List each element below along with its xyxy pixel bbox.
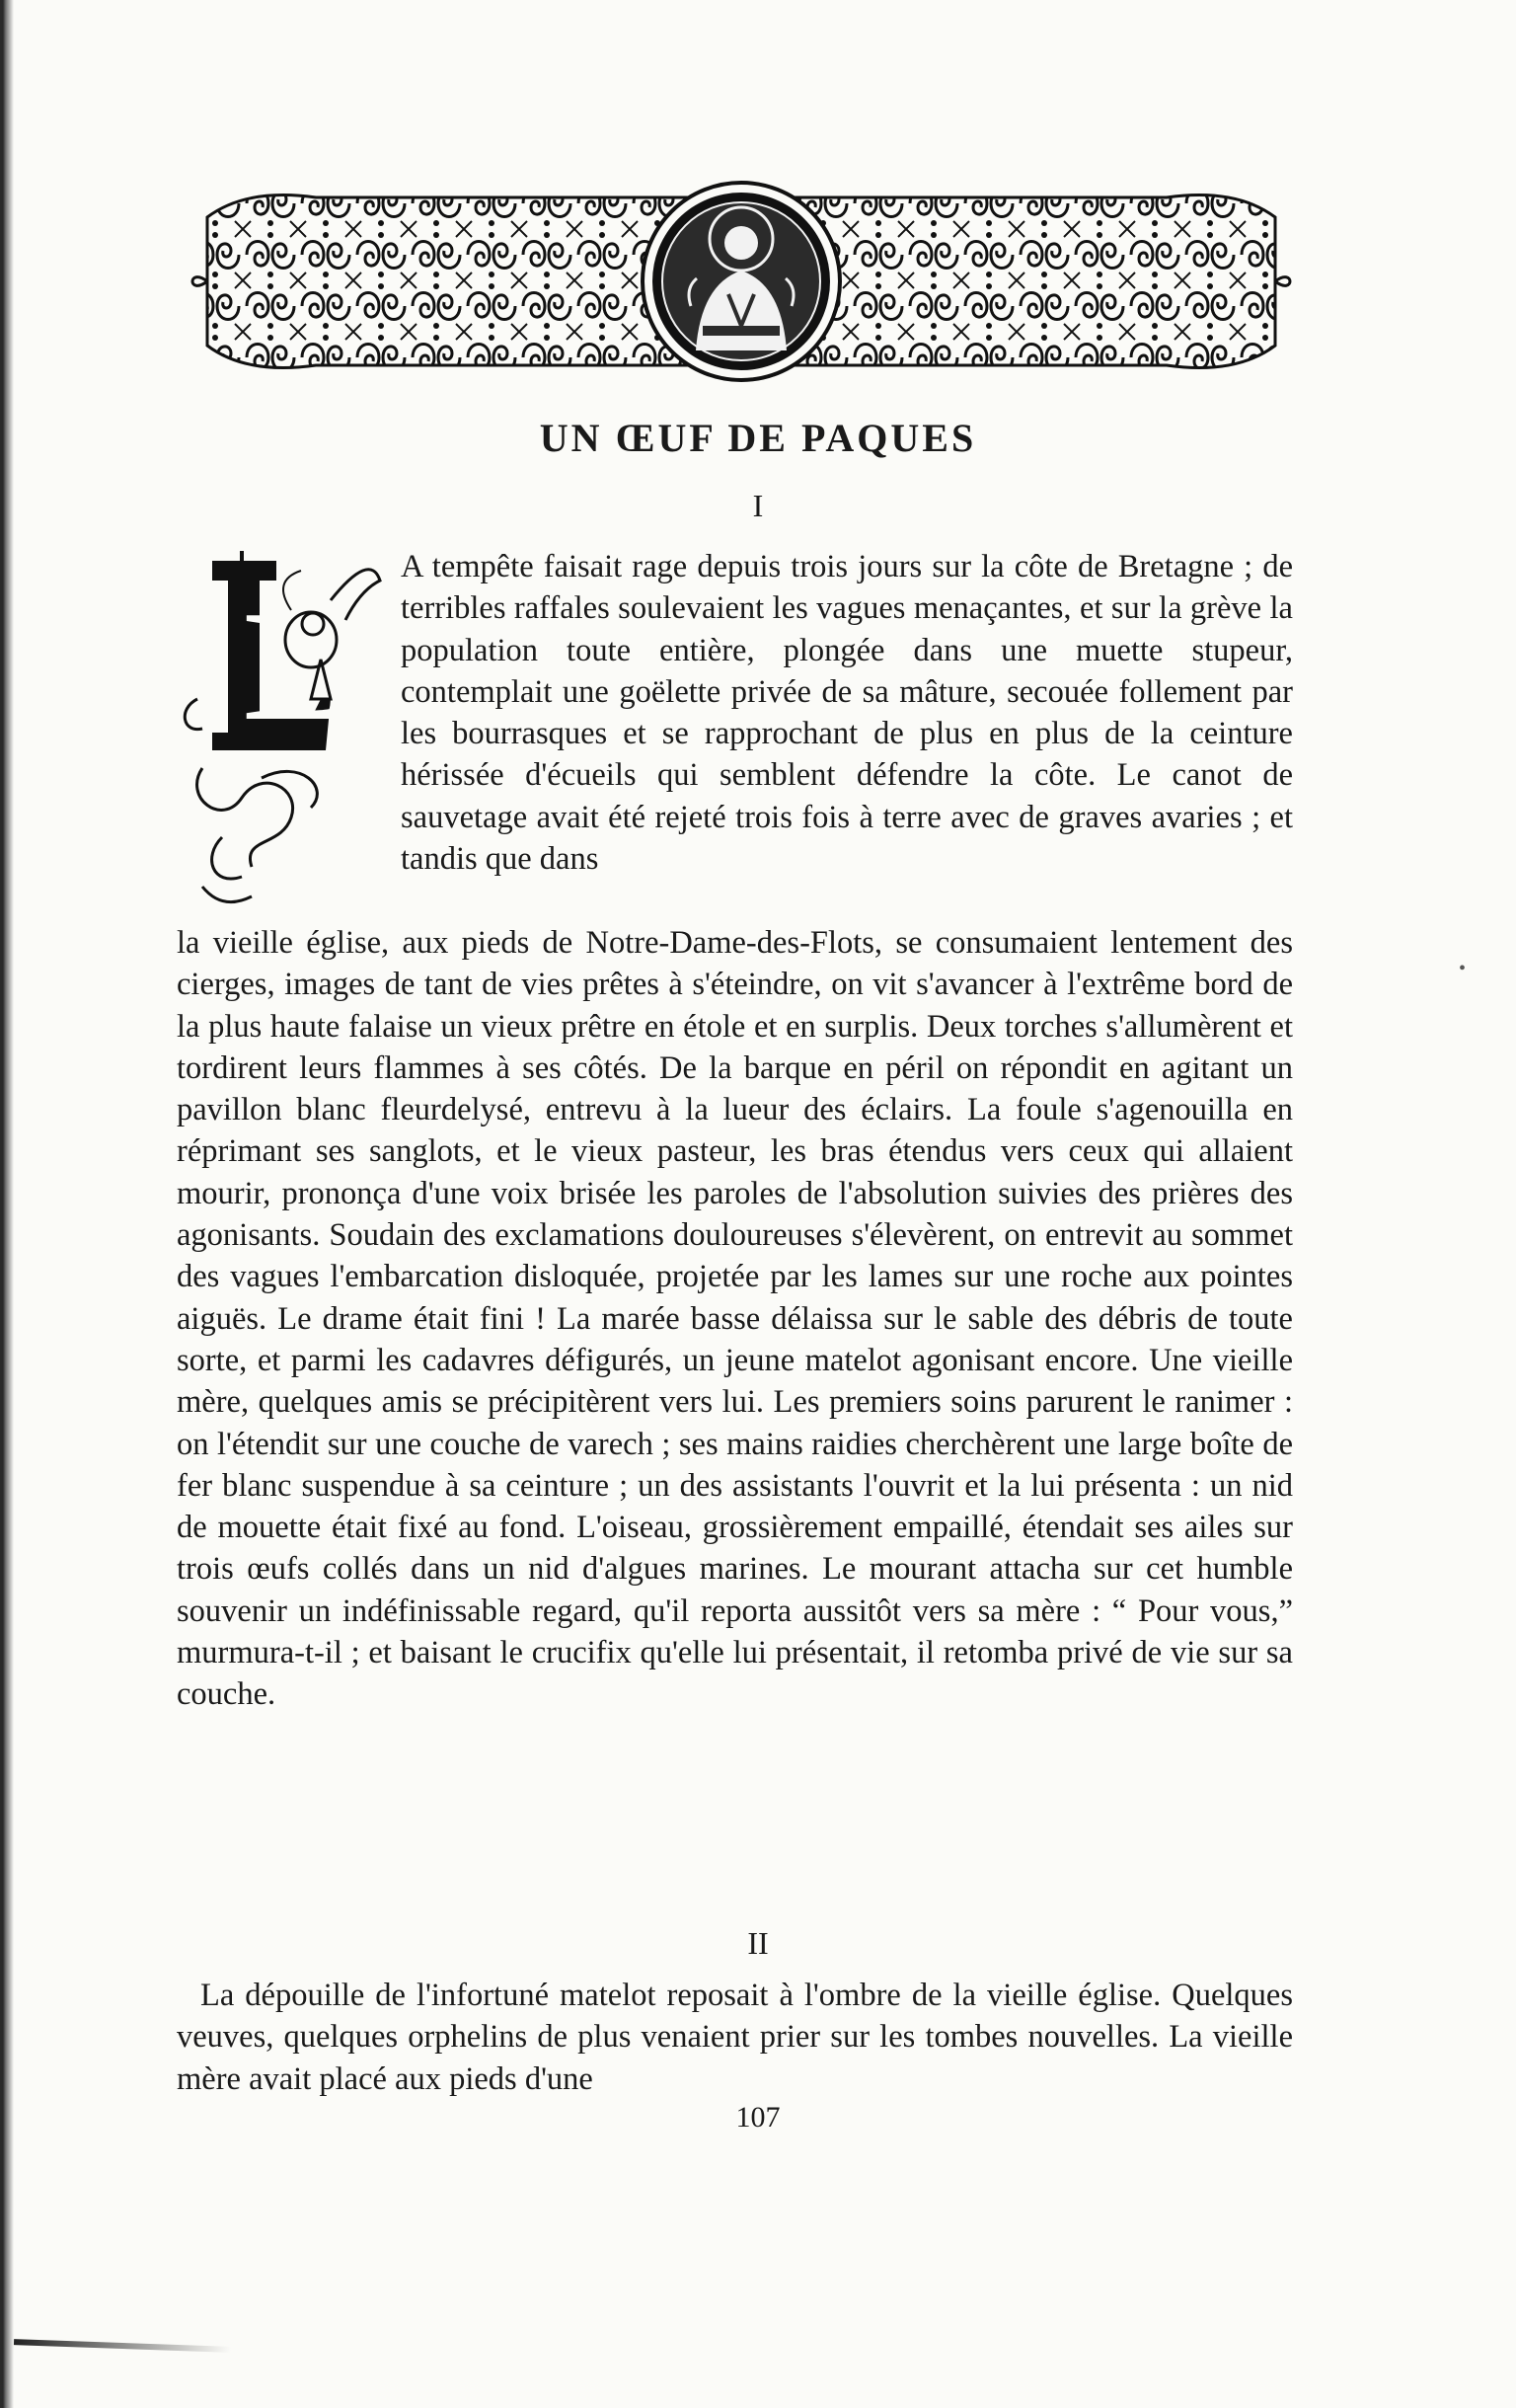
- chapter-title: UN ŒUF DE PAQUES: [539, 416, 977, 460]
- page-number: 107: [735, 2101, 781, 2134]
- section-2-paragraph: La dépouille de l'infortuné matelot reposait à l'ombre de la vieille église. Quelques veuves, quelques orphelins de plus venaient prier sur les tombes nouvelles. La vieille mère avait placé aux pieds d'une: [177, 1978, 1293, 2097]
- medallion-saint-icon: [643, 183, 840, 380]
- section-1-indented-text: A tempête faisait rage depuis trois jours sur la côte de Bretagne ; de terribles raffales soulevaient les vagues menaçantes, et sur la grève la population toute entière, plongée dans une muette stupeur, contemplait une goëlette privée de sa mâture, secouée follement par les bourrasques et se rapprochant de plus en plus de la ceinture hérissée d'écueils qui semblent défendre la côte. Le canot de sauvetage avait été rejeté trois fois à terre avec de graves avaries ; et tandis que dans: [401, 549, 1293, 878]
- section-1-paragraph-continuation: la vieille église, aux pieds de Notre-Dame-des-Flots, se consumaient lentement des cierges, images de tant de vies prêtes à s'éteindre, on vit s'avancer à l'extrême bord de la plus haute falaise un vieux prêtre en étole et en surplis. Deux torches s'allumèrent et tordirent leurs flammes à ses côtés. De la barque en péril on répondit en agitant un pavillon blanc fleurdelysé, entrevu à la lueur des éclairs. La foule s'agenouilla en réprimant ses sanglots, et le vieux pasteur, les bras étendus vers ceux qui allaient mourir, prononça d'une voix brisée les paroles de l'absolution suivies des prières des agonisants. Soudain des exclamations douloureuses s'élevèrent, on entrevit au sommet des vagues l'embarcation disloquée, projetée par les lames sur une roche aux pointes aiguës. Le drame était fini ! La marée basse délaissa sur le sable des débris de toute sorte, et parmi les cadavres défigurés, un jeune matelot agonisant encore. Une vieille mère, quelques amis se précipitèrent vers lui. Les premiers soins parurent le ranimer : on l'étendit sur une couche de varech ; ses mains raidies cherchèrent une large boîte de fer blanc suspendue à sa ceinture ; un des assistants l'ouvrit et la lui présenta : un nid de mouette était fixé au fond. L'oiseau, grossièrement empaillé, étendait ses ailes sur trois œufs collés dans un nid d'algues marines. Le mourant attacha sur cet humble souvenir un indéfinissable regard, qu'il reporta aussitôt vers sa mère : “ Pour vous,” murmura-t-il ; et baisant le crucifix qu'elle lui présentait, il retomba privé de vie sur sa couche.: [177, 925, 1293, 1713]
- drop-cap-letter: L: [244, 578, 349, 753]
- decorated-drop-cap-l: [183, 541, 400, 916]
- margin-mark: •: [1459, 958, 1467, 979]
- section-number-2: II: [747, 1925, 769, 1961]
- scan-binding-edge: [0, 0, 14, 2408]
- section-number-1: I: [752, 488, 764, 523]
- ornamental-headpiece: [188, 178, 1295, 385]
- scan-smudge: [14, 2339, 231, 2353]
